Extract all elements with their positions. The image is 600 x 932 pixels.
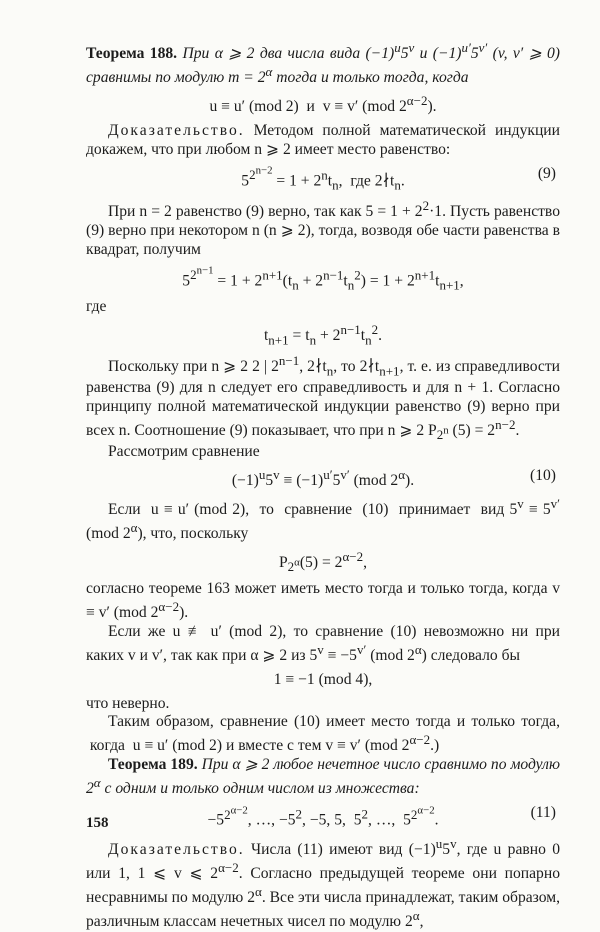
paragraph: согласно теореме 163 может иметь место тогда и только тогда, когда v ≡ v′ (mod $2^{\alpha-2}$). <box>86 579 560 621</box>
paragraph: где <box>86 298 107 316</box>
paragraph: Доказательство. Числа (11) имеют вид $(-1)^u5^v$, где u равно 0 или 1, 1 ⩽ v ⩽ $2^{\alpha-2}$. Согласно предыдущей теореме они попарно несравнимы по модулю $2^\alpha$. Все эти числа принадлежат, таким образом, различным классам нечетных чисел по модулю $2^\alpha$, <box>86 835 560 930</box>
formula-line: u ≡ u′ (mod 2) и v ≡ v′ (mod $2^{\alpha-2}$). <box>209 93 437 116</box>
paragraph: Теорема 189. При α ⩾ 2 любое нечетное число сравнимо по модулю $2^\alpha$ с одним и только одним числом из множества: <box>86 756 560 798</box>
page-number: 158 <box>86 815 109 831</box>
formula-line: $(-1)^u5^v \equiv (-1)^{u'}5^{v'}$ (mod $2^\alpha$). (10) <box>231 466 556 489</box>
formula-line: $t_{n+1} = t_n + 2^{n-1}t_n^2$. <box>263 322 383 348</box>
paragraph: Рассмотрим сравнение <box>108 442 260 460</box>
formula-line: $-5^{2^{\alpha-2}}$, …, $-5^2$, −5, 5, $5^2$, …, $5^{2^{\alpha-2}}$. (11) <box>207 804 556 829</box>
paragraph: Поскольку при n ⩾ 2 2 | $2^{n-1}$, $2∤t_n$, то $2∤t_{n+1}$, т. е. из справедливости равенства (9) для n следует его справедливость и для n + 1. Согласно принципу полной математической индукции равенство (9) верно при всех n. Соотношение (9) показывает, что при n ⩾ 2 $P_{2^n}$ $(5) = 2^{n-2}$. <box>86 353 561 443</box>
formula-line: $5^{2^{n-2}} = 1 + 2^nt_n$, где $2∤t_n$. (9) <box>241 164 556 193</box>
formula-line: $P_{2^\alpha}(5) = 2^{\alpha-2}$, <box>278 548 367 575</box>
formula-line: 1 ≡ −1 (mod 4), <box>273 670 373 688</box>
paragraph: Если u ≡ u′ (mod 2), то сравнение (10) принимает вид $5^v \equiv 5^{v'}$ (mod $2^\alpha$), что, поскольку <box>86 495 561 543</box>
page-text <box>86 40 560 932</box>
paragraph: Таким образом, сравнение (10) имеет место тогда и только тогда, когда u ≡ u′ (mod 2) и вместе с тем v ≡ v′ (mod $2^{\alpha-2}$.) <box>86 713 560 755</box>
paragraph: При n = 2 равенство (9) верно, так как $5 = 1 + 2^2\cdot 1$. Пусть равенство (9) верно при некотором n (n ⩾ 2), тогда, возводя обе части равенства в квадрат, получим <box>86 198 560 259</box>
paragraph: Теорема 188. При α ⩾ 2 два числа вида $(-1)^u5^v$ и $(-1)^{u'}5^{v'}$ (v, v′ ⩾ 0) сравнимы по модулю $m = 2^\alpha$ тогда и только тогда, когда <box>86 40 560 87</box>
formula-line: $5^{2^{n-1}} = 1 + 2^{n+1}(t_n + 2^{n-1}t_n^2) = 1 + 2^{n+1}t_{n+1}$, <box>182 264 464 293</box>
paragraph: что неверно. <box>86 694 170 712</box>
paragraph: Если же u ≢ u′ (mod 2), то сравнение (10) невозможно ни при каких v и v′, так как при α ⩾ 2 из $5^v \equiv -5^{v'}$ (mod $2^\alpha$) следовало бы <box>86 622 560 664</box>
paragraph: Доказательство. Методом полной математической индукции докажем, что при любом n ⩾ 2 имеет место равенство: <box>86 122 560 158</box>
